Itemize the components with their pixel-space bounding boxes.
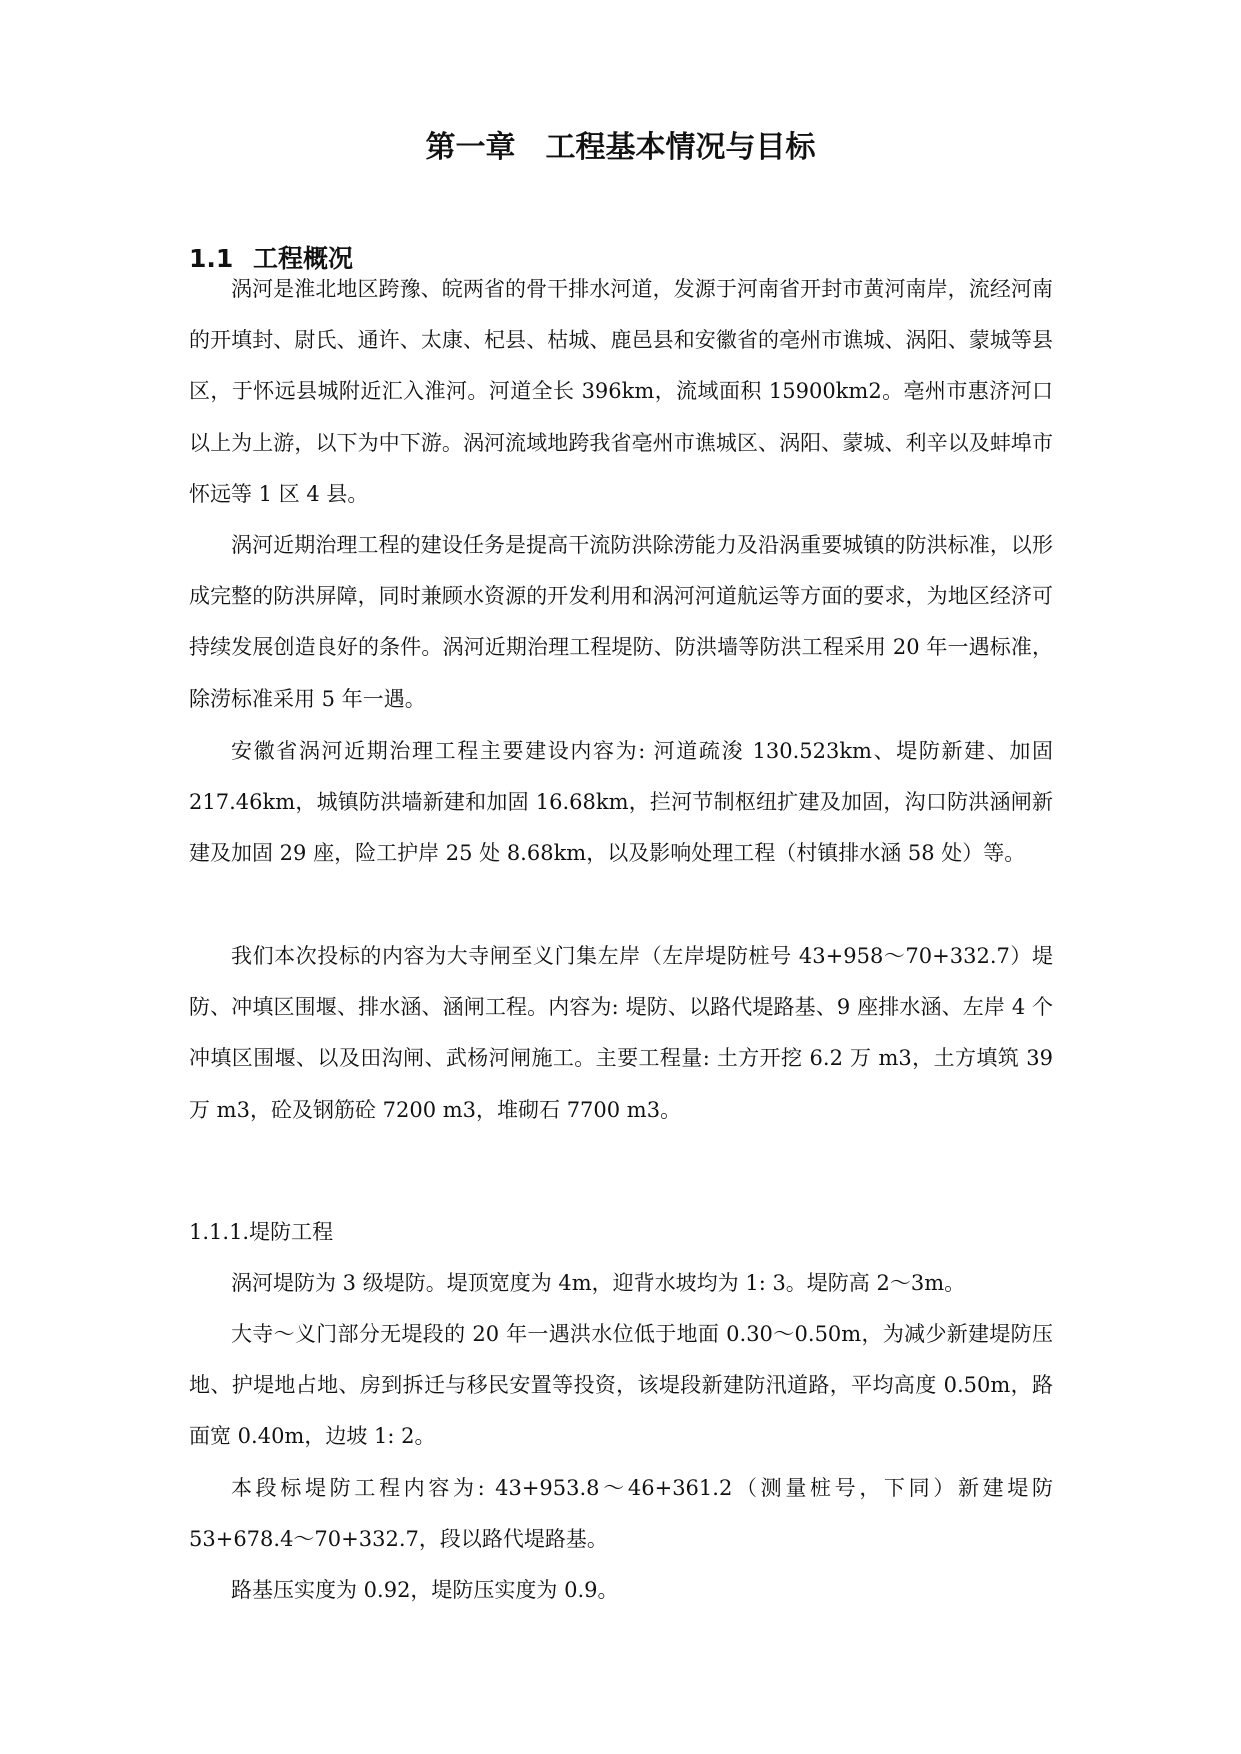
paragraph-construction-content: 安徽省涡河近期治理工程主要建设内容为: 河道疏浚 130.523km、堤防新建、加固 217.46km，城镇防洪墙新建和加固 16.68km，拦河节制枢纽扩建及加固，沟口防洪涵闸新建及加固 29 座，险工护岸 25 处 8.68km，以及影响处理工程（村镇排水涵 58 处）等。 (189, 739, 1053, 866)
paragraph-compaction: 路基压实度为 0.92，堤防压实度为 0.9。 (231, 1578, 619, 1602)
subsection-heading: 1.1.1.堤防工程 (189, 1220, 334, 1244)
paragraph-levee-grade: 涡河堤防为 3 级堤防。堤顶宽度为 4m，迎背水坡均为 1: 3。堤防高 2～3m。 (231, 1271, 966, 1295)
paragraph-tasks: 涡河近期治理工程的建设任务是提高干流防洪除涝能力及沿涡重要城镇的防洪标准，以形成完整的防洪屏障，同时兼顾水资源的开发利用和涡河河道航运等方面的要求，为地区经济可持续发展创造良好的条件。涡河近期治理工程堤防、防洪墙等防洪工程采用 20 年一遇标准，除涝标准采用 5 年一遇。 (189, 533, 1053, 711)
paragraph-no-levee-section: 大寺～义门部分无堤段的 20 年一遇洪水位低于地面 0.30～0.50m，为减少新建堤防压地、护堤地占地、房到拆迁与移民安置等投资，该堤段新建防汛道路，平均高度 0.50m，路面宽 0.40m，边坡 1: 2。 (189, 1322, 1053, 1449)
section-title: 工程概况 (253, 244, 354, 273)
chapter-title: 第一章 工程基本情况与目标 (425, 130, 816, 165)
paragraph-bid-scope: 我们本次投标的内容为大寺闸至义门集左岸（左岸堤防桩号 43+958～70+332.7）堤防、冲填区围堰、排水涵、涵闸工程。内容为: 堤防、以路代堤路基、9 座排水涵、左岸 4 个冲填区围堰、以及田沟闸、武杨河闸施工。主要工程量: 土方开挖 6.2 万 m3，土方填筑 39 万 m3，砼及钢筋砼 7200 m3，堆砌石 7700 m3。 (189, 944, 1053, 1122)
paragraph-overview: 涡河是淮北地区跨豫、皖两省的骨干排水河道，发源于河南省开封市黄河南岸，流经河南的开填封、尉氏、通许、太康、杞县、枯城、鹿邑县和安徽省的亳州市谯城、涡阳、蒙城等县区，于怀远县城附近汇入淮河。河道全长 396km，流域面积 15900km2。亳州市惠济河口以上为上游，以下为中下游。涡河流域地跨我省亳州市谯城区、涡阳、蒙城、利辛以及蚌埠市怀远等 1 区 4 县。 (189, 277, 1053, 506)
paragraph-levee-scope: 本段标堤防工程内容为: 43+953.8～46+361.2（测量桩号，下同）新建堤防 53+678.4～70+332.7，段以路代堤路基。 (189, 1476, 1053, 1552)
section-number: 1.1 (189, 244, 234, 273)
